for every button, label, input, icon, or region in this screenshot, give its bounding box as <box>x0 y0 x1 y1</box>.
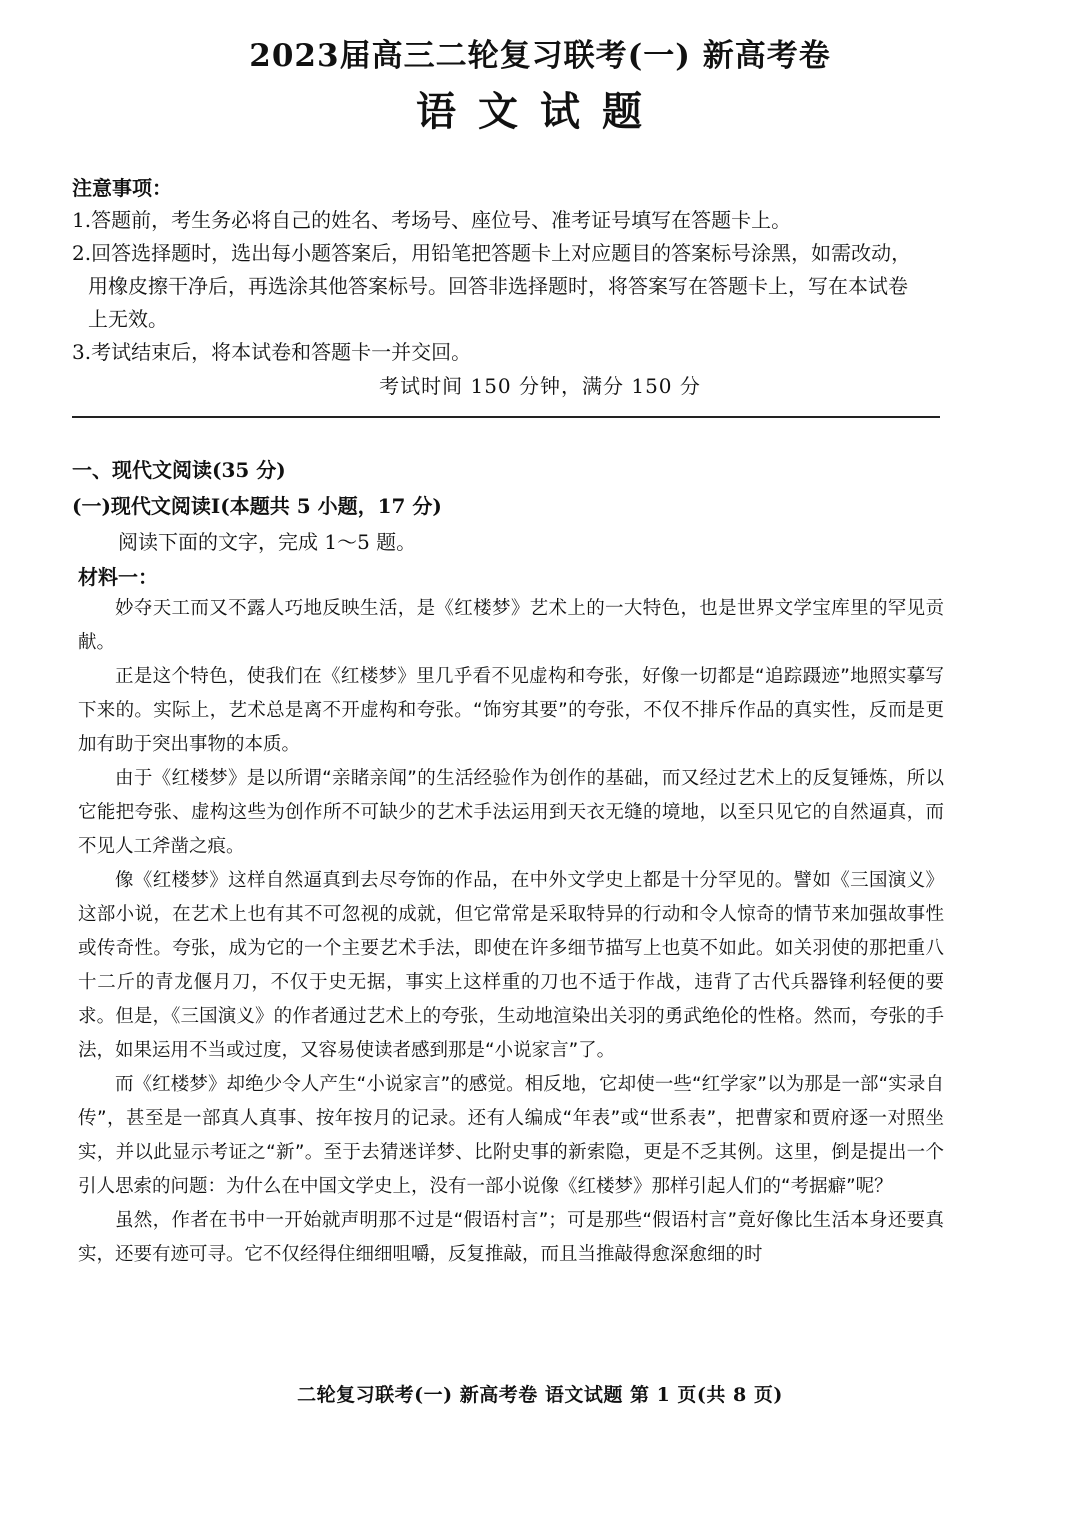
notice-heading-text: 注意事项： <box>72 176 172 200</box>
section-subtitle: (一)现代文阅读Ⅰ(本题共 5 小题，17 分) <box>72 494 442 518</box>
section-title: 一、现代文阅读(35 分) <box>72 458 286 482</box>
notice-line: 用橡皮擦干净后，再选涂其他答案标号。回答非选择题时，将答案写在答题卡上，写在本试卷 <box>88 274 908 298</box>
paragraph: 正是这个特色，使我们在《红楼梦》里几乎看不见虚构和夸张，好像一切都是“追踪蹑迹”地照实摹写下来的。实际上，艺术总是离不开虚构和夸张。“饰穷其要”的夸张，不仅不排斥作品的真实性，反而是更加有助于突出事物的本质。 <box>78 666 944 755</box>
notice-line: 1.答题前，考生务必将自己的姓名、考场号、座位号、准考证号填写在答题卡上。 <box>72 208 792 232</box>
instruction: 阅读下面的文字，完成 1～5 题。 <box>118 530 417 554</box>
notice-item-1 <box>72 204 962 237</box>
paragraph: 由于《红楼梦》是以所谓“亲睹亲闻”的生活经验作为创作的基础，而又经过艺术上的反复锤炼，所以它能把夸张、虚构这些为创作所不可缺少的艺术手法运用到天衣无缝的境地，以至只见它的自然逼真，而不见人工斧凿之痕。 <box>78 768 944 857</box>
reading-passage <box>78 592 944 1272</box>
subject-title: 语文试题 <box>416 88 664 135</box>
notice-line: 上无效。 <box>88 307 168 331</box>
notice-line: 2.回答选择题时，选出每小题答案后，用铅笔把答题卡上对应题目的答案标号涂黑，如需改动， <box>72 241 912 265</box>
material-label: 材料一： <box>78 565 158 589</box>
paragraph: 妙夺天工而又不露人巧地反映生活，是《红楼梦》艺术上的一大特色，也是世界文学宝库里的罕见贡献。 <box>78 598 944 653</box>
paragraph: 而《红楼梦》却绝少令人产生“小说家言”的感觉。相反地，它却使一些“红学家”以为那是一部“实录自传”，甚至是一部真人真事、按年按月的记录。还有人编成“年表”或“世系表”，把曹家和贾府逐一对照坐实，并以此显示考证之“新”。至于去猜迷详梦、比附史事的新索隐，更是不乏其例。这里，倒是提出一个引人思索的问题：为什么在中国文学史上，没有一部小说像《红楼梦》那样引起人们的“考据癖”呢？ <box>78 1074 944 1197</box>
notice-heading <box>72 172 962 205</box>
divider <box>72 416 940 418</box>
notice-item-2 <box>72 237 962 336</box>
exam-title: 2023届高三二轮复习联考(一) 新高考卷 <box>249 38 831 74</box>
page-footer: 二轮复习联考(一) 新高考卷 语文试题 第 1 页(共 8 页) <box>297 1384 783 1406</box>
notice-line: 3.考试结束后，将本试卷和答题卡一并交回。 <box>72 340 472 364</box>
exam-time: 考试时间 150 分钟，满分 150 分 <box>379 374 701 398</box>
paragraph: 虽然，作者在书中一开始就声明那不过是“假语村言”；可是那些“假语村言”竟好像比生活本身还要真实，还要有迹可寻。它不仅经得住细细咀嚼，反复推敲，而且当推敲得愈深愈细的时 <box>78 1210 944 1265</box>
paragraph: 像《红楼梦》这样自然逼真到去尽夸饰的作品，在中外文学史上都是十分罕见的。譬如《三国演义》这部小说，在艺术上也有其不可忽视的成就，但它常常是采取特异的行动和令人惊奇的情节来加强故事性或传奇性。夸张，成为它的一个主要艺术手法，即使在许多细节描写上也莫不如此。如关羽使的那把重八十二斤的青龙偃月刀，不仅于史无据，事实上这样重的刀也不适于作战，违背了古代兵器锋利轻便的要求。但是，《三国演义》的作者通过艺术上的夸张，生动地渲染出关羽的勇武绝伦的性格。然而，夸张的手法，如果运用不当或过度，又容易使读者感到那是“小说家言”了。 <box>78 870 944 1061</box>
notice-item-3 <box>72 336 962 369</box>
